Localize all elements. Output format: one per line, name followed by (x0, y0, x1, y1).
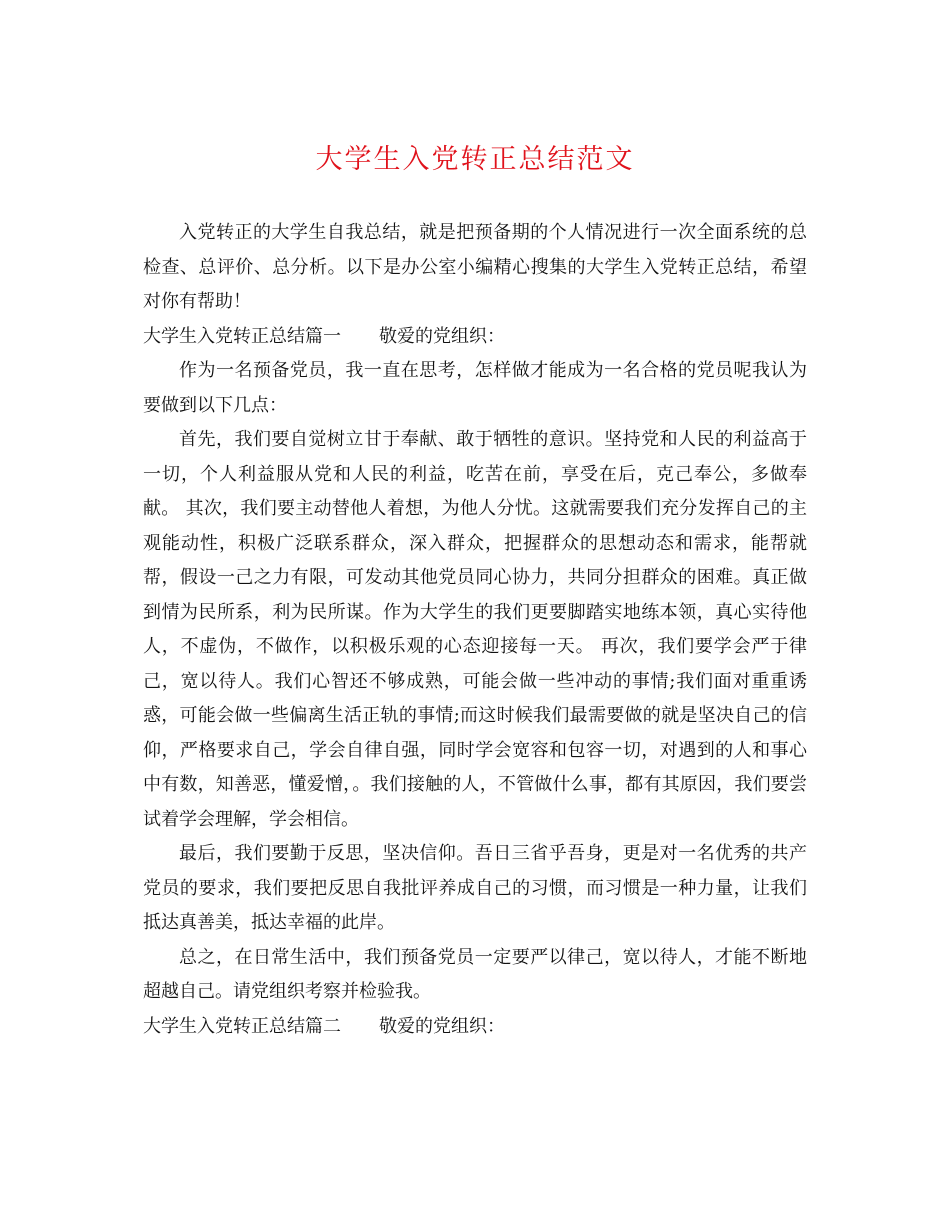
document-body (143, 216, 807, 1044)
intro-paragraph: 入党转正的大学生自我总结，就是把预备期的个人情况进行一次全面系统的总检查、总评价、总分析。以下是办公室小编精心搜集的大学生入党转正总结，希望对你有帮助！ (143, 222, 807, 312)
section-title-1: 大学生入党转正总结篇一 (143, 325, 341, 347)
paragraph-2: 首先，我们要自觉树立甘于奉献、敢于牺牲的意识。坚持党和人民的利益高于一切，个人利益服从党和人民的利益，吃苦在前，享受在后，克己奉公，多做奉献。 其次，我们要主动替他人着想，为他人分忧。这就需要我们充分发挥自己的主观能动性，积极广泛联系群众，深入群众，把握群众的思想动态和需求，能帮就帮，假设一己之力有限，可发动其他党员同心协力，共同分担群众的困难。真正做到情为民所系，利为民所谋。作为大学生的我们更要脚踏实地练本领，真心实待他人，不虚伪，不做作，以积极乐观的心态迎接每一天。 再次，我们要学会严于律己，宽以待人。我们心智还不够成熟，可能会做一些冲动的事情;我们面对重重诱惑，可能会做一些偏离生活正轨的事情;而这时候我们最需要做的就是坚决自己的信仰，严格要求自己，学会自律自强，同时学会宽容和包容一切，对遇到的人和事心中有数，知善恶，懂爱憎，。我们接触的人，不管做什么事，都有其原因，我们要尝试着学会理解，学会相信。 (143, 429, 807, 830)
section-heading-1 (143, 320, 807, 355)
salutation-1: 敬爱的党组织： (379, 325, 505, 347)
paragraph-3: 最后，我们要勤于反思，坚决信仰。吾日三省乎吾身，更是对一名优秀的共产党员的要求，我们要把反思自我批评养成自己的习惯，而习惯是一种力量，让我们抵达真善美，抵达幸福的此岸。 (143, 843, 807, 933)
paragraph-1: 作为一名预备党员，我一直在思考，怎样做才能成为一名合格的党员呢我认为要做到以下几点： (143, 360, 807, 416)
salutation-2: 敬爱的党组织： (379, 1015, 505, 1037)
document-title: 大学生入党转正总结范文 (315, 144, 635, 175)
section-title-2: 大学生入党转正总结篇二 (143, 1015, 341, 1037)
paragraph-4: 总之，在日常生活中，我们预备党员一定要严以律己，宽以待人，才能不断地超越自己。请党组织考察并检验我。 (143, 946, 807, 1002)
section-heading-2 (143, 1010, 807, 1045)
